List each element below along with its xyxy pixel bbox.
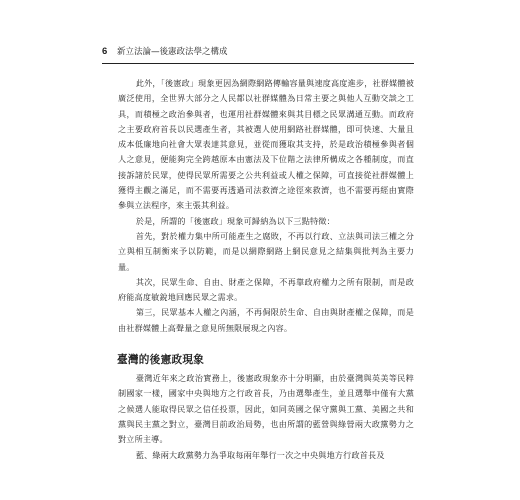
running-title: 新立法論—後憲政法學之構成 — [117, 47, 228, 57]
running-header — [102, 45, 414, 64]
body-paragraph: 第三，民眾基本人權之內涵，不再侷限於生命、自由與財產權之保障，而是由社群媒體上高聲量之意見所無限展現之內容。 — [118, 307, 414, 333]
page-number: 6 — [102, 46, 108, 57]
section-heading: 臺灣的後憲政現象 — [117, 354, 205, 367]
section-spacer — [118, 336, 414, 351]
body-paragraph: 此外，「後憲政」現象更因為網際網路傳輸容量與速度高度進步，社群媒體被廣泛使用，全世界大部分之人民都以社群媒體為日常主要之與他人互動交談之工具，而積極之政治參與者，也運用社群媒體來與其目標之民眾溝通互動。而政府之主要政府首長以民選產生者，其被選人使用網路社群媒體，即可快速、大量且成本低廉地向社會大眾表達其意見，並從而獲取其支持，於是政治積極參與者個人之意見，便能夠完全跨越原本由憲法及下位階之法律所構成之各種制度，而直接訴諸於民眾，使得民眾所需要之公共利益或人權之保障，可直接從社群媒體上獲得主觀之滿足，而不需要再透過司法救濟之途徑來救濟，也不需要再經由實際參與立法程序，來主張其利益。 — [118, 78, 414, 211]
body-paragraph: 於是，所謂的「後憲政」現象可歸納為以下三點特徵： — [135, 215, 335, 226]
body-paragraph: 臺灣近年來之政治實務上，後憲政現象亦十分明顯，由於臺灣與英美等民粹制國家一樣，國家中央與地方之行政首長，乃由選舉產生，並且選舉中僅有大黨之候選人能取得民眾之信任投票，因此，如同英國之保守黨與工黨、美國之共和黨與民主黨之對立，臺灣目前政治局勢，也由所謂的藍營與綠營兩大政黨勢力之對立所主導。 — [118, 373, 414, 445]
page-body — [118, 76, 414, 463]
body-paragraph: 首先，對於權力集中所可能產生之腐敗，不再以行政、立法與司法三權之分立與相互制衡來予以防範，而是以網際網路上網民意見之結集與批判為主要力量。 — [118, 230, 414, 272]
body-paragraph: 藍、綠兩大政黨勢力為爭取每兩年舉行一次之中央與地方行政首長及 — [135, 449, 385, 460]
body-paragraph: 其次，民眾生命、自由、財產之保障，不再靠政府權力之所有限制，而是政府能高度敏銳地回應民眾之需求。 — [118, 276, 414, 303]
